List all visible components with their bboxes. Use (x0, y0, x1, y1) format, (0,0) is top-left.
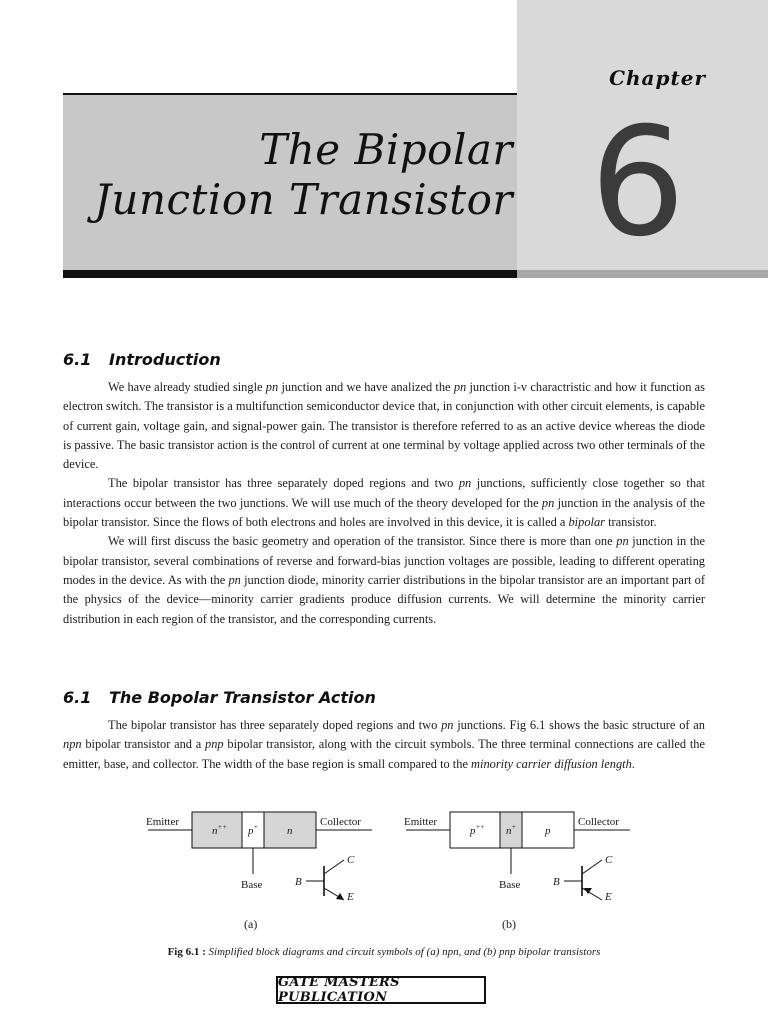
figure-a-npn (146, 812, 372, 931)
section-number: 6.1 (63, 688, 92, 707)
symbol-b-label: B (553, 876, 560, 888)
section-introduction-body (63, 378, 705, 629)
region2-label: n+ (506, 823, 517, 837)
region2-label: p+ (248, 823, 259, 837)
paragraph: We will first discuss the basic geometry and operation of the transistor. Since there is more than one pn junction in the bipolar transistor, several combinations of reverse and forward-bias junction voltages are possible, leading to different operating modes in the device. As with the pn junction diode, minority carrier distributions in the bipolar transistor are an important part of the physics of the device—minority carrier gradients produce diffusion currents. We will determine the minority carrier distribution in each region of the transistor, and the corresponding currents. (63, 534, 705, 626)
header-right-bar (517, 270, 768, 278)
region3-label: p (545, 825, 551, 837)
figure-b-pnp (404, 812, 630, 931)
base-label: Base (241, 879, 263, 891)
collector-label: Collector (578, 816, 619, 828)
figure-a-label: (a) (244, 917, 258, 931)
chapter-label: Chapter (609, 66, 706, 90)
footer-publisher-box (276, 976, 486, 1004)
section-title: The Bopolar Transistor Action (109, 688, 376, 707)
region3-label: n (287, 825, 293, 837)
section-heading-introduction (63, 350, 221, 369)
chapter-title-line2: Junction Transistor (94, 175, 513, 224)
symbol-e-label: E (347, 891, 354, 903)
paragraph: The bipolar transistor has three separately doped regions and two pn junctions. Fig 6.1 shows the basic structure of an npn bipolar transistor and a pnp bipolar transistor, along with the circuit symbols. The three terminal connections are called the emitter, base, and collector. The width of the base region is small compared to the minority carrier diffusion length. (63, 718, 706, 771)
figure-caption-prefix: Fig 6.1 : (167, 946, 206, 958)
paragraph: We have already studied single pn junction and we have analized the pn junction i-v charactristic and how it function as electron switch. The transistor is a multifunction semiconductor device that, in conjunction with other circuit elements, is capable of current gain, voltage gain, and signal-power gain. The transistor is therefore referred to as an active device whereas the diode is passive. The basic transistor action is the control of current at one terminal by voltage applied across two other terminals of the device. (63, 380, 706, 472)
emitter-label: Emitter (146, 816, 179, 828)
section-title: Introduction (109, 350, 221, 369)
section-transistor-action-body (63, 716, 705, 774)
symbol-c-label: C (347, 854, 355, 866)
emitter-label: Emitter (404, 816, 437, 828)
symbol-c-label: C (605, 854, 613, 866)
figure-6-1 (140, 808, 640, 938)
symbol-e-label: E (605, 891, 612, 903)
base-label: Base (499, 879, 521, 891)
chapter-title-line1: The Bipolar (259, 125, 513, 174)
figure-caption-text: Simplified block diagrams and circuit symbols of (a) npn, and (b) pnp bipolar transistors (208, 946, 601, 958)
paragraph: The bipolar transistor has three separately doped regions and two pn junctions, sufficiently close together so that interactions occur between the two junctions. We will use much of the theory developed for the pn junction in the analysis of the bipolar transistor. Since the flows of both electrons and holes are involved in this device, it is called a bipolar transistor. (63, 476, 705, 530)
collector-label: Collector (320, 816, 361, 828)
region1-label: n++ (212, 823, 227, 837)
symbol-b-label: B (295, 876, 302, 888)
figure-b-label: (b) (502, 917, 516, 931)
chapter-title (94, 125, 513, 225)
npn-circuit-symbol (295, 854, 355, 903)
section-heading-transistor-action (63, 688, 376, 707)
chapter-number: 6 (590, 96, 686, 270)
footer-publisher: GATE MASTERS PUBLICATION (278, 975, 400, 1005)
section-number: 6.1 (63, 350, 92, 369)
region1-label: p++ (470, 823, 485, 837)
header-bottom-rule (63, 270, 517, 278)
figure-caption (0, 946, 768, 958)
pnp-circuit-symbol (553, 854, 613, 903)
